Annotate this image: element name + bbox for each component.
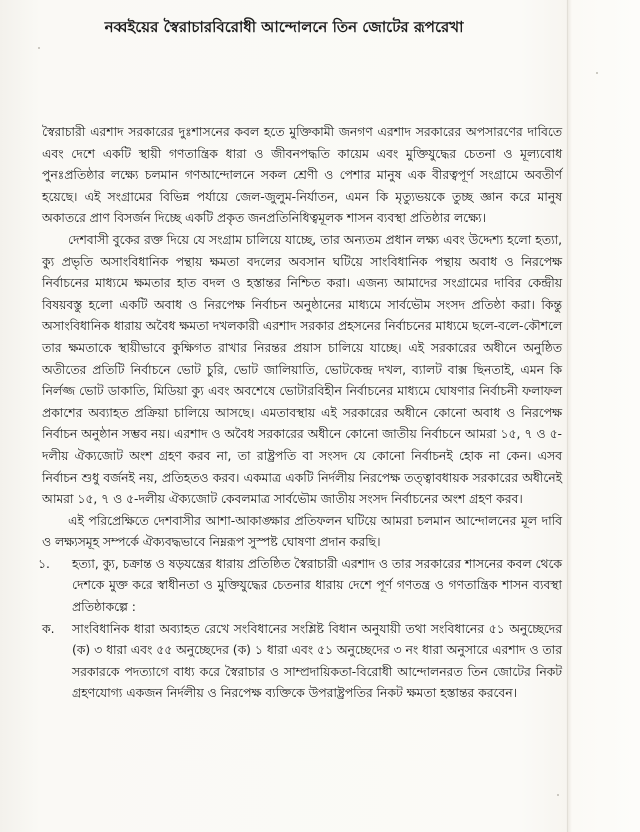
list-item [38,554,562,619]
scan-speck [596,72,598,74]
sub-list-item [42,619,562,705]
list-item-text: হত্যা, ক্যু, চক্রান্ত ও ষড়যন্ত্রের ধারায় প্রতিষ্ঠিত স্বৈরাচারী এরশাদ ও তার সরকারের শাসনের কবল থেকে দেশকে মুক্ত করে স্বাধীনতা ও মুক্তিযুদ্ধের চেতনার ধারায় দেশে পূর্ণ গণতন্ত্র ও গণতান্ত্রিক শাসন ব্যবস্থা প্রতিষ্ঠাকল্পে : [72,556,562,615]
document-body [38,122,562,705]
scan-speck [38,47,40,49]
scan-speck [557,794,559,796]
paragraph-intro: স্বৈরাচারী এরশাদ সরকারের দুঃশাসনের কবল হতে মুক্তিকামী জনগণ এরশাদ সরকারের অপসারণের দাবিতে এবং দেশে একটি স্থায়ী গণতান্ত্রিক ধারা ও জীবনপদ্ধতি কায়েম এবং মুক্তিযুদ্ধের চেতনা ও মূল্যবোধ পুনঃপ্রতিষ্ঠার লক্ষ্যে চলমান গণআন্দোলনে সকল শ্রেণী ও পেশার মানুষ এক বীরত্বপূর্ণ সংগ্রামে অবতীর্ণ হয়েছে। এই সংগ্রামের বিভিন্ন পর্যায়ে জেল-জুলুম-নির্যাতন, এমন কি মৃত্যুভয়কে তুচ্ছ জ্ঞান করে মানুষ অকাতরে প্রাণ বিসর্জন দিচ্ছে একটি প্রকৃত জনপ্রতিনিধিত্বমূলক শাসন ব্যবস্থা প্রতিষ্ঠার লক্ষ্যে। [42,125,562,226]
sub-list-item-text: সাংবিধানিক ধারা অব্যাহত রেখে সংবিধানের সংশ্লিষ্ট বিধান অনুযায়ী তথা সংবিধানের ৫১ অনুচ্ছেদের (ক) ৩ ধারা এবং ৫৫ অনুচ্ছেদের (ক) ১ ধারা এবং ৫১ অনুচ্ছেদের ৩ নং ধারা অনুসারে এরশাদ ও তার সরকারকে পদত্যাগে বাধ্য করে স্বৈরাচার ও সাম্প্রদায়িকতা-বিরোধী আন্দোলনরত তিন জোটের নিকট গ্রহণযোগ্য একজন নির্দলীয় ও নিরপেক্ষ ব্যক্তিকে উপরাষ্ট্রপতির নিকট ক্ষমতা হস্তান্তর করবেন। [72,621,562,701]
document-title: নব্বইয়ের স্বৈরাচারবিরোধী আন্দোলনে তিন জোটের রূপরেখা [104,18,464,37]
paragraph-struggle-goals: দেশবাসী বুকের রক্ত দিয়ে যে সংগ্রাম চালিয়ে যাচ্ছে, তার অন্যতম প্রধান লক্ষ্য এবং উদ্দেশ্য হলো হত্যা, ক্যু প্রভৃতি অসাংবিধানিক পন্থায় ক্ষমতা বদলের অবসান ঘটিয়ে সাংবিধানিক পন্থায় অবাধ ও নিরপেক্ষ নির্বাচনের মাধ্যমে ক্ষমতার হাত বদল ও হস্তান্তর নিশ্চিত করা। এজন্য আমাদের সংগ্রামের দাবির কেন্দ্রীয় বিষয়বস্তু হলো একটি অবাধ ও নিরপেক্ষ নির্বাচন অনুষ্ঠানের মাধ্যমে সার্বভৌম সংসদ প্রতিষ্ঠা করা। কিন্তু অসাংবিধানিক ধারায় অবৈধ ক্ষমতা দখলকারী এরশাদ সরকার প্রহসনের নির্বাচনের মাধ্যমে ছলে-বলে-কৌশলে তার ক্ষমতাকে স্থায়ীভাবে কুক্ষিগত রাখার নিরন্তর প্রয়াস চালিয়ে যাচ্ছে। এই সরকারের অধীনে অনুষ্ঠিত অতীতের প্রতিটি নির্বাচনে ভোট চুরি, ভোট জালিয়াতি, ভোটকেন্দ্র দখল, ব্যালট বাক্স ছিনতাই, এমন কি নির্লজ্জ ভোট ডাকাতি, মিডিয়া ক্যু এবং অবশেষে ভোটারবিহীন নির্বাচনের মাধ্যমে ঘোষণার নির্বাচনী ফলাফল প্রকাশের অব্যাহত প্রক্রিয়া চালিয়ে আসছে। এমতাবস্থায় এই সরকারের অধীনে কোনো অবাধ ও নিরপেক্ষ নির্বাচন অনুষ্ঠান সম্ভব নয়। এরশাদ ও অবৈধ সরকারের অধীনে কোনো জাতীয় নির্বাচনে আমরা ১৫, ৭ ও ৫-দলীয় ঐক্যজোট অংশ গ্রহণ করব না, তা রাষ্ট্রপতি বা সংসদ যে কোনো নির্বাচনই হোক না কেন। এসব নির্বাচন শুধু বর্জনই নয়, প্রতিহতও করব। একমাত্র একটি নির্দলীয় নিরপেক্ষ তত্ত্বাবধায়ক সরকারের অধীনেই আমরা ১৫, ৭ ও ৫-দলীয় ঐক্যজোট কেবলমাত্র সার্বভৌম জাতীয় সংসদ নির্বাচনের অংশ গ্রহণ করব। [42,232,562,507]
declaration-list [38,554,562,705]
page-fold-edge [567,0,568,832]
sub-list-item-marker: ক. [42,621,55,636]
paragraph-declaration: এই পরিপ্রেক্ষিতে দেশবাসীর আশা-আকাঙ্ক্ষার প্রতিফলন ঘটিয়ে আমরা চলমান আন্দোলনের মূল দাবি ও লক্ষ্যসমূহ সম্পর্কে ঐক্যবদ্ধভাবে নিম্নরূপ সুস্পষ্ট ঘোষণা প্রদান করছি। [42,513,562,550]
list-item-marker: ১. [38,556,50,571]
